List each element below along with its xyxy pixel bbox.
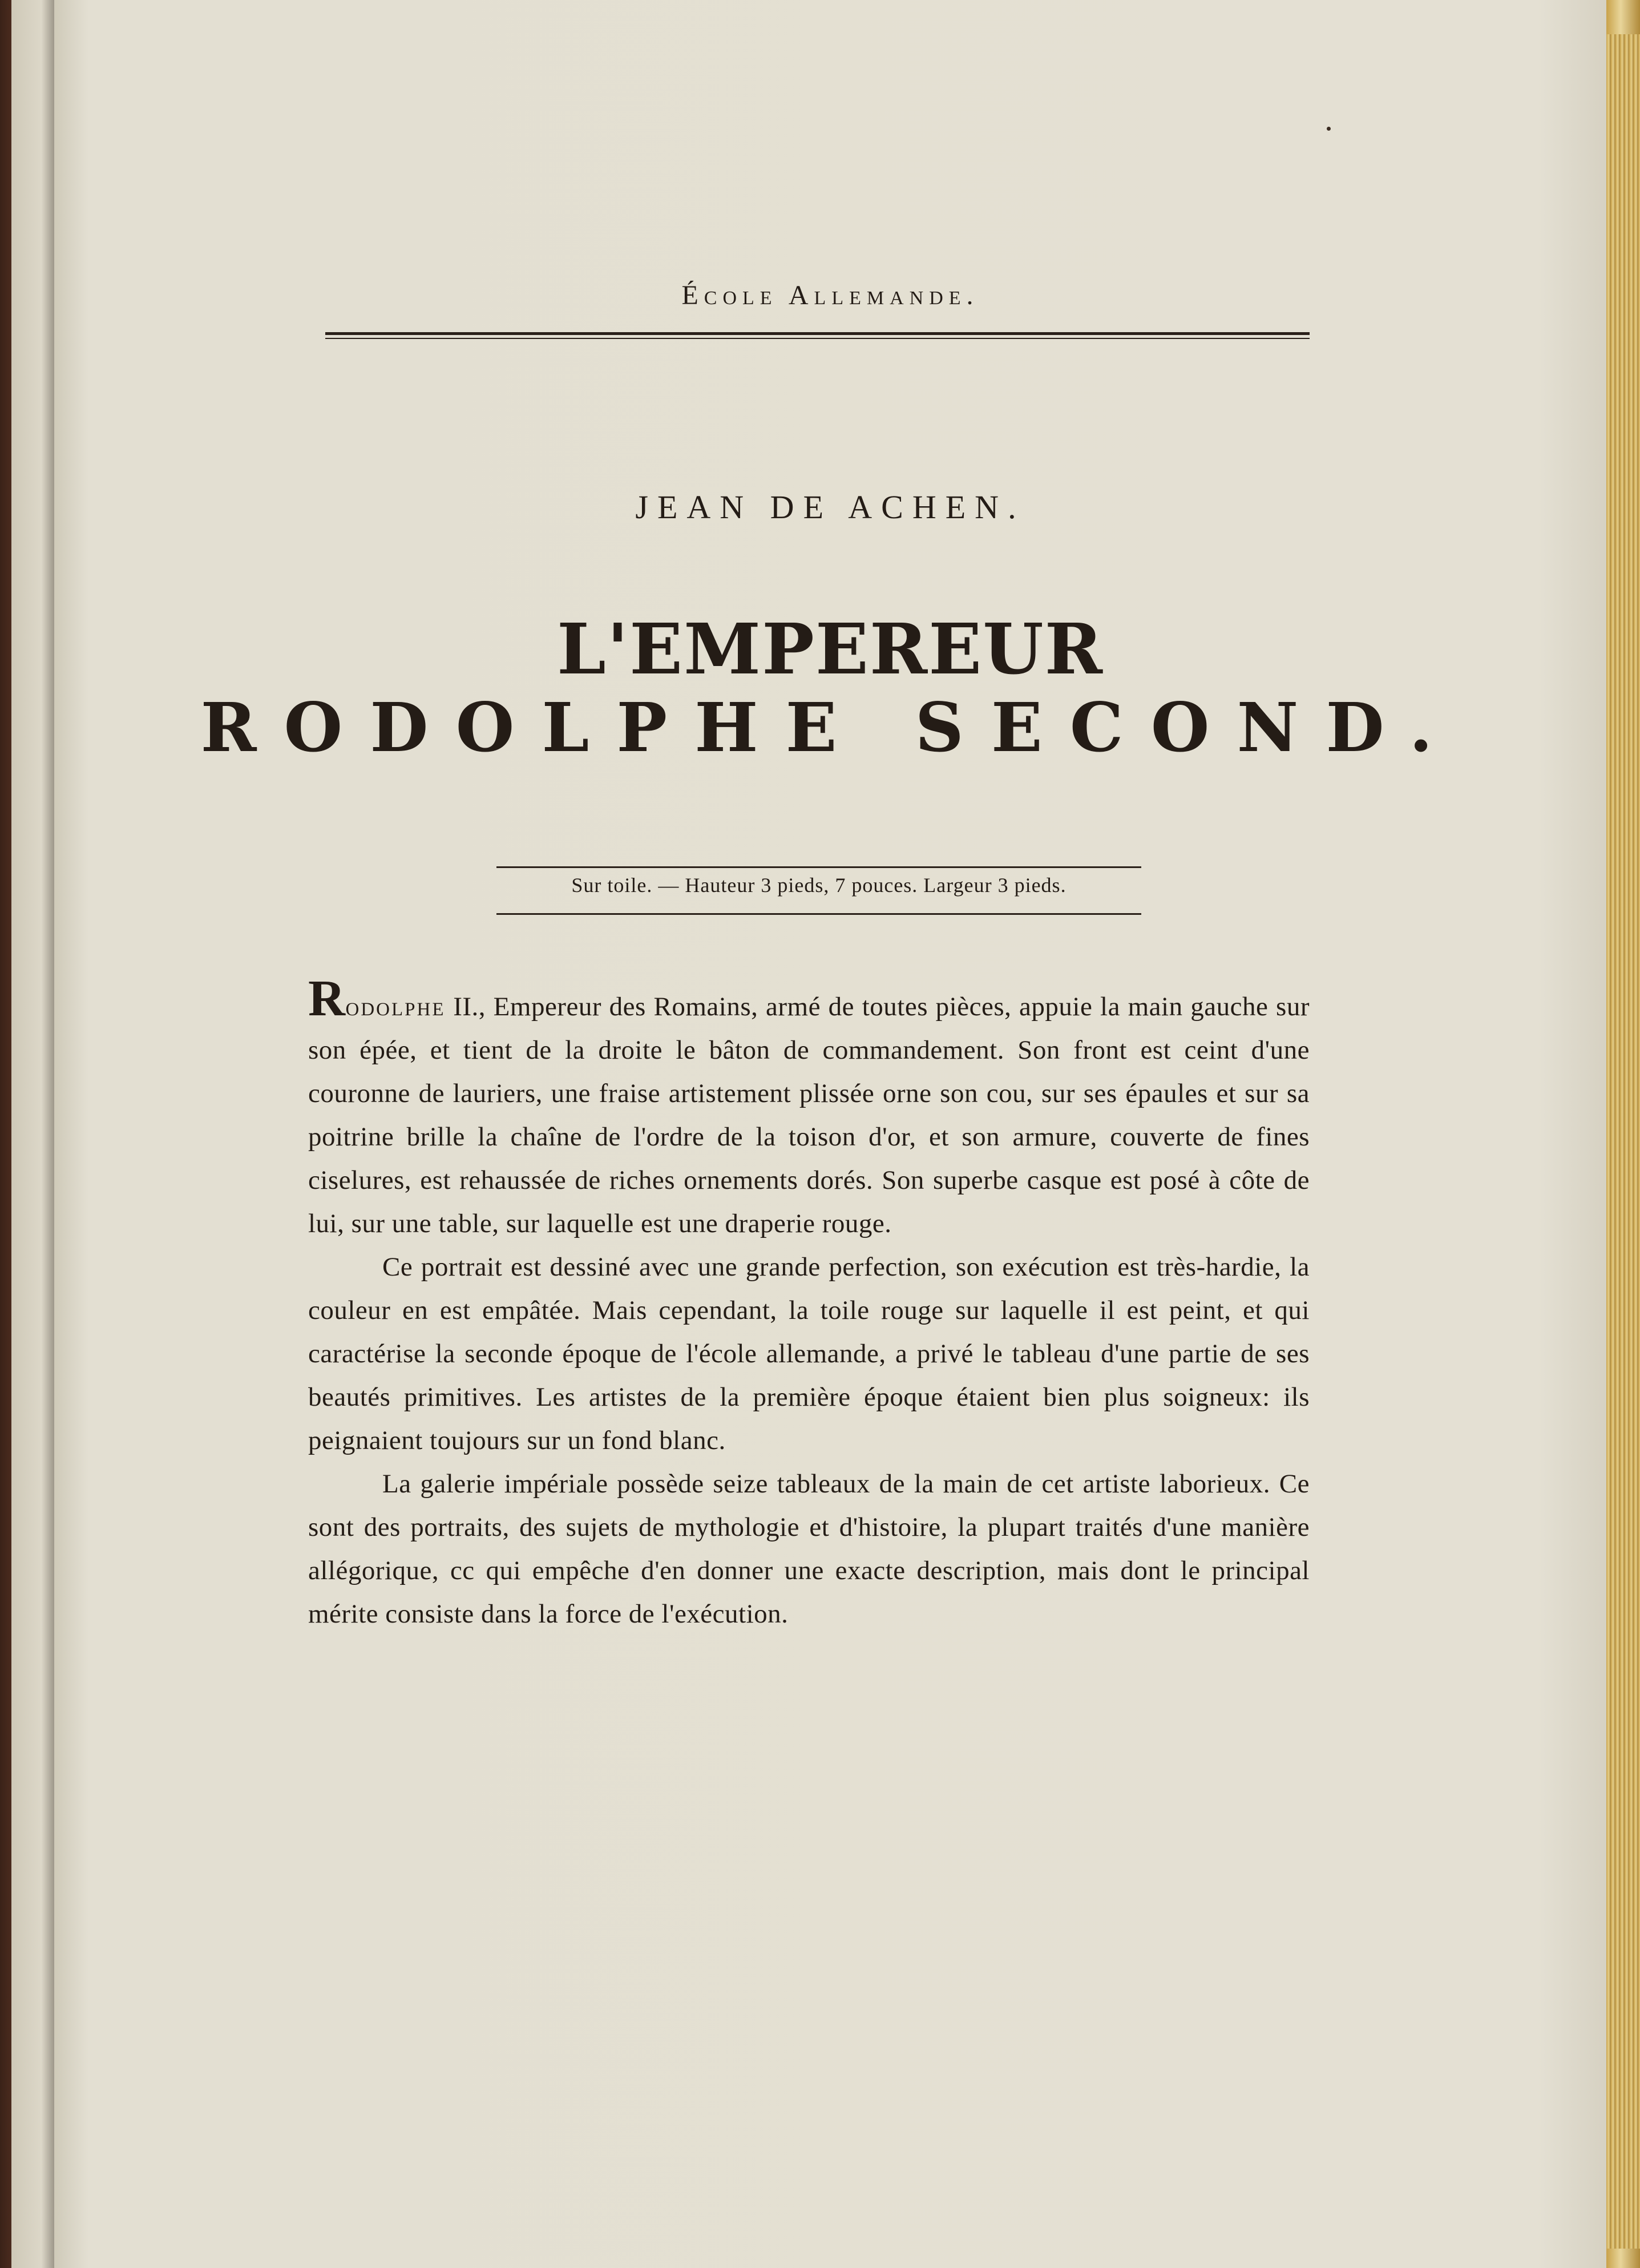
painting-dimensions: Sur toile. — Hauteur 3 pieds, 7 pouces. Largeur 3 pieds. bbox=[571, 874, 1067, 897]
running-head: École Allemande. bbox=[681, 280, 979, 310]
paragraph-2: Ce portrait est dessiné avec une grande perfection, son exécution est très-hardie, la couleur en est empâtée. Mais cependant, la toile rouge sur laquelle il est peint, et qui caractérise la seconde époque de l'école allemande, a privé le tableau d'une partie de ses beautés primitives. Les artistes de la première époque étaient bien plus soigneux: ils peignaient toujours sur un fond blanc. bbox=[308, 1252, 1310, 1455]
book-page bbox=[54, 0, 1606, 2268]
paragraph-3: La galerie impériale possède seize tableaux de la main de cet artiste laborieux. Ce sont des portraits, des sujets de mythologie et d'histoire, la plupart traités d'une manière allégorique, cc qui empêche d'en donner une exacte description, mais dont le principal mérite consiste dans la force de l'exécution. bbox=[308, 1469, 1310, 1629]
opening-word: odolphe bbox=[345, 992, 446, 1022]
dimensions-rule-bottom bbox=[496, 913, 1141, 915]
paper-speck bbox=[1327, 127, 1331, 131]
paragraph-1-text: II., Empereur des Romains, armé de toutes pièces, appuie la main gauche sur son épée, et tient de la droite le bâton de commandement. Son front est ceint d'une couronne de lauriers, une fraise artistement plissée orne son cou, sur ses épaules et sur sa poitrine brille la chaîne de l'ordre de la toison d'or, et son armure, couverte de fines ciselures, est rehaussée de riches ornements dorés. Son superbe casque est posé à côte de lui, sur une table, sur laquelle est une draperie rouge. bbox=[308, 992, 1310, 1238]
header-rule bbox=[325, 332, 1310, 339]
title-line-2: RODOLPHE SECOND. bbox=[200, 688, 1460, 767]
left-page-edge bbox=[11, 0, 54, 2268]
gilt-page-edges bbox=[1606, 34, 1640, 2249]
artist-name: JEAN DE ACHEN. bbox=[635, 489, 1025, 526]
paragraph-1 bbox=[308, 970, 1310, 1245]
drop-cap: R bbox=[308, 970, 346, 1027]
title-line-1: L'EMPEREUR bbox=[556, 608, 1104, 690]
body-text bbox=[308, 970, 1310, 1636]
dimensions-rule-top bbox=[496, 866, 1141, 868]
